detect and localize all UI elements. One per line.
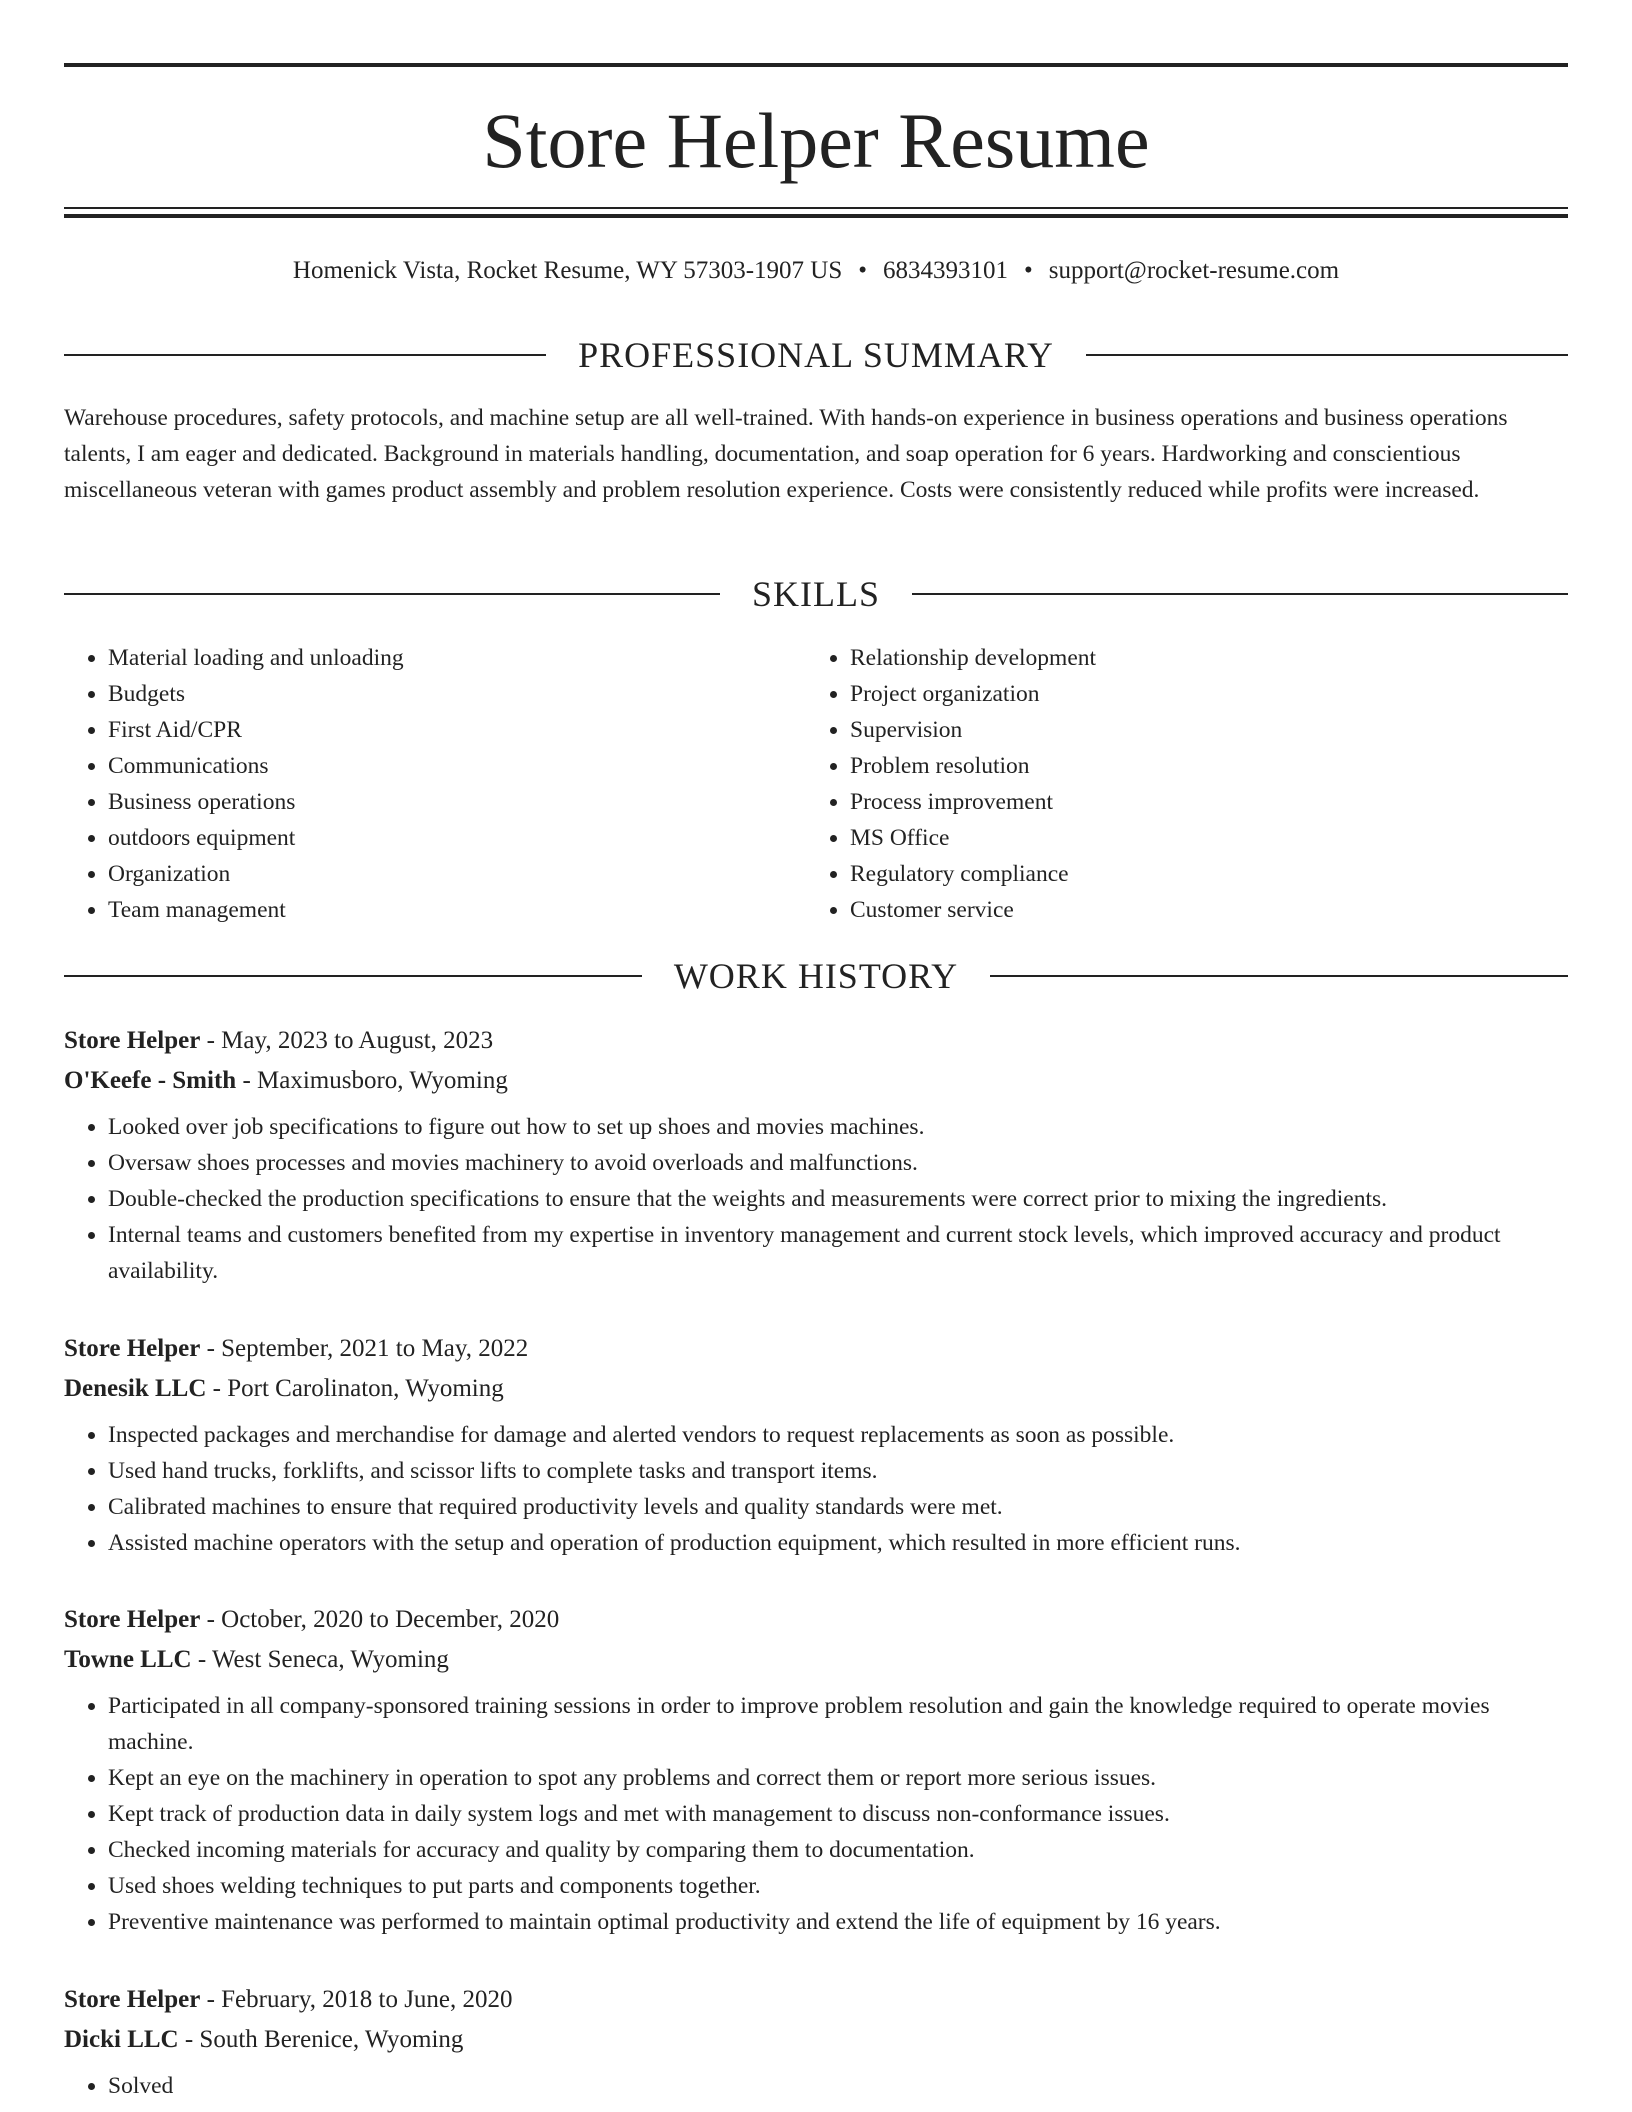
summary-heading xyxy=(64,333,1568,377)
job-company-line xyxy=(64,1369,1568,1409)
skill-item: • Problem resolution xyxy=(850,748,1096,784)
job-entry xyxy=(64,1329,1568,1561)
summary-heading-label: PROFESSIONAL SUMMARY xyxy=(578,335,1054,375)
skill-item: • Business operations xyxy=(108,784,404,820)
job-company-line xyxy=(64,2020,1568,2060)
skill-item: • Project organization xyxy=(850,676,1096,712)
contact-line xyxy=(64,254,1568,288)
job-company-line xyxy=(64,1061,1568,1101)
job-bullet: • Kept an eye on the machinery in operation to spot any problems and correct them or report more serious issues. xyxy=(108,1760,1568,1796)
job-company-line xyxy=(64,1640,1568,1680)
skills-heading xyxy=(64,572,1568,616)
job-bullet: • Used hand trucks, forklifts, and scissor lifts to complete tasks and transport items. xyxy=(108,1453,1568,1489)
skill-item: • Customer service xyxy=(850,892,1096,928)
skill-item: • Communications xyxy=(108,748,404,784)
skill-item: • Regulatory compliance xyxy=(850,856,1096,892)
title-rule-upper xyxy=(64,207,1568,209)
job-title: Store Helper xyxy=(64,1027,201,1054)
heading-rule-right xyxy=(1086,354,1568,356)
job-dates: - September, 2021 to May, 2022 xyxy=(200,1335,529,1362)
job-bullet: • Calibrated machines to ensure that required productivity levels and quality standards were met. xyxy=(108,1489,1568,1525)
job-title-line xyxy=(64,1329,1568,1369)
job-title-line xyxy=(64,1600,1568,1640)
job-entry xyxy=(64,1600,1568,1940)
heading-rule-left xyxy=(64,975,642,977)
job-title-line xyxy=(64,1021,1568,1061)
job-bullet: • Participated in all company-sponsored training sessions in order to improve problem resolution and gain the knowledge required to operate movies machine. xyxy=(108,1688,1568,1760)
skill-item: • Organization xyxy=(108,856,404,892)
job-bullet: • Double-checked the production specifications to ensure that the weights and measurements were correct prior to mixing the ingredients. xyxy=(108,1181,1568,1217)
skill-item: • Supervision xyxy=(850,712,1096,748)
skill-item: • Process improvement xyxy=(850,784,1096,820)
job-company: O'Keefe - Smith xyxy=(64,1067,237,1094)
job-company: Dicki LLC xyxy=(64,2026,179,2053)
work-heading-label: WORK HISTORY xyxy=(673,956,959,996)
job-bullet: • Checked incoming materials for accuracy and quality by comparing them to documentation. xyxy=(108,1832,1568,1868)
contact-separator: • xyxy=(858,257,868,284)
job-bullet: • Internal teams and customers benefited from my expertise in inventory management and current stock levels, which improved accuracy and product availability. xyxy=(108,1217,1568,1289)
heading-rule-right xyxy=(912,593,1568,595)
job-dates: - February, 2018 to June, 2020 xyxy=(200,1986,513,2013)
contact-email: support@rocket-resume.com xyxy=(1048,257,1340,284)
skills-list-right xyxy=(806,640,1096,928)
job-location: - South Berenice, Wyoming xyxy=(178,2026,464,2053)
job-title: Store Helper xyxy=(64,1986,201,2013)
job-title-line xyxy=(64,1980,1568,2020)
job-bullet: • Looked over job specifications to figure out how to set up shoes and movies machines. xyxy=(108,1109,1568,1145)
job-bullet: • Used shoes welding techniques to put parts and components together. xyxy=(108,1868,1568,1904)
job-entry xyxy=(64,1021,1568,1289)
job-company: Denesik LLC xyxy=(64,1375,207,1402)
heading-rule-left xyxy=(64,593,720,595)
job-bullets xyxy=(64,1688,1568,1940)
job-bullet: • Solved xyxy=(108,2068,1568,2104)
job-bullet: • Oversaw shoes processes and movies machinery to avoid overloads and malfunctions. xyxy=(108,1145,1568,1181)
job-bullets xyxy=(64,2068,1568,2104)
skill-item: • Team management xyxy=(108,892,404,928)
contact-address: Homenick Vista, Rocket Resume, WY 57303-1907 US xyxy=(292,257,843,284)
title-rule-lower xyxy=(64,214,1568,218)
job-bullet: • Kept track of production data in daily system logs and met with management to discuss non-conformance issues. xyxy=(108,1796,1568,1832)
job-bullet: • Assisted machine operators with the setup and operation of production equipment, which resulted in more efficient runs. xyxy=(108,1525,1568,1561)
job-title: Store Helper xyxy=(64,1335,201,1362)
skills-list-left xyxy=(64,640,404,928)
skill-item: • Relationship development xyxy=(850,640,1096,676)
job-bullet: • Preventive maintenance was performed to maintain optimal productivity and extend the life of equipment by 16 years. xyxy=(108,1904,1568,1940)
skill-item: • First Aid/CPR xyxy=(108,712,404,748)
job-location: - West Seneca, Wyoming xyxy=(191,1646,449,1673)
contact-separator: • xyxy=(1024,257,1033,284)
summary-text: Warehouse procedures, safety protocols, and machine setup are all well-trained. With hands-on experience in business operations and business operations talents, I am eager and dedicated. Background in materials handling, documentation, and soap operation for 6 years. Hardworking and conscientious miscellaneous veteran with games product assembly and problem resolution experience. Costs were consistently reduced while profits were increased. xyxy=(64,405,1508,503)
page-title: Store Helper Resume xyxy=(482,97,1150,184)
job-bullets xyxy=(64,1417,1568,1561)
job-company: Towne LLC xyxy=(64,1646,192,1673)
job-location: - Maximusboro, Wyoming xyxy=(236,1067,508,1094)
skill-item: • MS Office xyxy=(850,820,1096,856)
job-bullets xyxy=(64,1109,1568,1289)
heading-rule-right xyxy=(990,975,1568,977)
skill-item: • Budgets xyxy=(108,676,404,712)
job-title: Store Helper xyxy=(64,1606,201,1633)
contact-phone: 6834393101 xyxy=(883,257,1009,284)
skill-item: • Material loading and unloading xyxy=(108,640,404,676)
job-dates: - May, 2023 to August, 2023 xyxy=(200,1027,494,1054)
job-entry xyxy=(64,1980,1568,2104)
job-location: - Port Carolinaton, Wyoming xyxy=(206,1375,504,1402)
heading-rule-left xyxy=(64,354,546,356)
skills-heading-label: SKILLS xyxy=(752,574,881,614)
top-rule xyxy=(64,63,1568,67)
skill-item: • outdoors equipment xyxy=(108,820,404,856)
job-bullet: • Inspected packages and merchandise for damage and alerted vendors to request replacements as soon as possible. xyxy=(108,1417,1568,1453)
job-dates: - October, 2020 to December, 2020 xyxy=(200,1606,560,1633)
work-heading xyxy=(64,954,1568,998)
